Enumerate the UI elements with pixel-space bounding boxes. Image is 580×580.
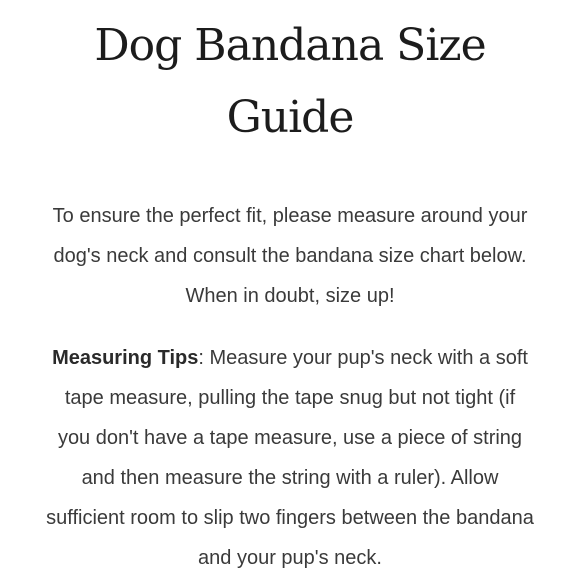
measuring-tips-paragraph xyxy=(46,338,534,578)
measuring-tips-separator: : xyxy=(198,347,210,369)
measuring-tips-label: Measuring Tips xyxy=(52,347,199,369)
intro-paragraph: To ensure the perfect fit, please measure around your dog's neck and consult the bandana size chart below. When in doubt, size up! xyxy=(52,205,528,307)
measuring-tips-text: Measure your pup's neck with a soft tape measure, pulling the tape snug but not tight (if you don't have a tape measure, use a piece of string and then measure the string with a ruler). Allow sufficient room to slip two fingers between the bandana and your pup's neck. xyxy=(46,347,534,569)
page-title: Dog Bandana Size Guide xyxy=(94,20,486,143)
